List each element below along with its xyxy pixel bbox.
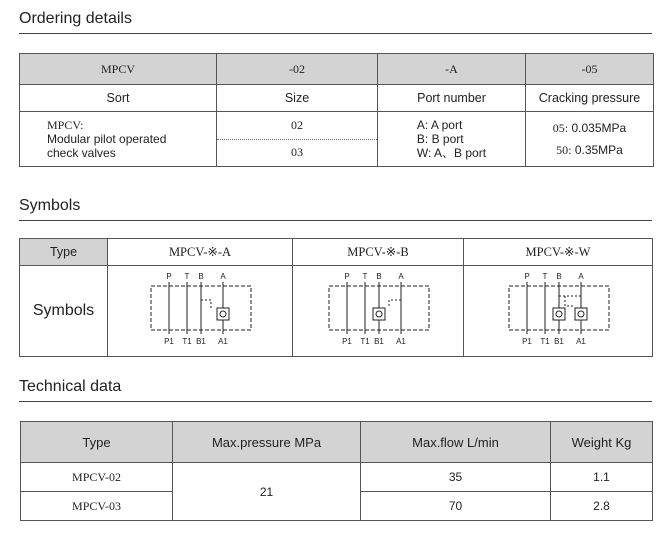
port-a: A: A port [416, 118, 463, 132]
symbols-table [19, 238, 653, 357]
symbols-row-label: Symbols [20, 266, 108, 357]
cracking-50-value: 0.35MPa [574, 143, 623, 157]
symbol-cell-b [293, 266, 464, 357]
size-02: 02 [291, 117, 303, 132]
cracking-05-value: 0.035MPa [571, 121, 627, 135]
port-label-a: A [578, 271, 584, 281]
port-label-b1: B1 [554, 336, 564, 346]
tech-header-type: Type [21, 422, 173, 463]
port-w: W: A、B port [416, 146, 487, 160]
port-label-t: T [184, 271, 190, 281]
section-rule-ordering [19, 33, 652, 34]
tech-flow-03: 70 [361, 492, 551, 521]
port-label-p1: P1 [342, 336, 352, 346]
port-label-p: P [166, 271, 172, 281]
ordering-table [19, 53, 654, 167]
header-sort: Sort [20, 85, 217, 112]
sort-line-code: MPCV: [47, 118, 84, 132]
code-port: -A [378, 54, 526, 85]
cracking-cell [526, 112, 654, 167]
code-size: -02 [217, 54, 378, 85]
sort-line-desc2: check valves [47, 146, 116, 160]
port-label-a: A [220, 271, 226, 281]
sort-description [20, 112, 217, 167]
code-mpcv: MPCV [20, 54, 217, 85]
header-cracking-pressure: Cracking pressure [526, 85, 654, 112]
section-rule-technical [19, 401, 652, 402]
port-label-p: P [524, 271, 530, 281]
port-label-t: T [542, 271, 548, 281]
sort-line-desc1: Modular pilot operated [47, 132, 167, 146]
cracking-05 [526, 117, 653, 139]
cracking-05-code: 05: [552, 121, 569, 135]
header-port-number: Port number [378, 85, 526, 112]
valve-symbol-a [145, 270, 255, 348]
header-size: Size [217, 85, 378, 112]
port-label-b: B [198, 271, 204, 281]
tech-weight-03: 2.8 [551, 492, 653, 521]
port-label-b1: B1 [196, 336, 206, 346]
ports-cell [378, 112, 526, 167]
code-cracking: -05 [526, 54, 654, 85]
symbols-type-header: Type [20, 239, 108, 266]
port-label-p1: P1 [522, 336, 532, 346]
symbol-cell-a [108, 266, 293, 357]
size-cell [217, 112, 378, 167]
section-title-symbols: Symbols [19, 197, 81, 214]
section-rule-symbols [19, 220, 652, 221]
port-label-t1: T1 [540, 336, 550, 346]
section-title-ordering: Ordering details [19, 10, 132, 27]
tech-type-03: MPCV-03 [21, 492, 173, 521]
port-label-a1: A1 [218, 336, 228, 346]
technical-table [20, 421, 653, 521]
port-b: B: B port [416, 132, 464, 146]
port-label-p1: P1 [164, 336, 174, 346]
port-label-t: T [362, 271, 368, 281]
tech-pressure: 21 [173, 463, 361, 521]
valve-symbol-w [503, 270, 613, 348]
port-label-b: B [556, 271, 562, 281]
port-label-t1: T1 [182, 336, 192, 346]
port-label-b1: B1 [374, 336, 384, 346]
port-label-b: B [376, 271, 382, 281]
tech-flow-02: 35 [361, 463, 551, 492]
size-03: 03 [217, 139, 377, 167]
tech-header-pressure: Max.pressure MPa [173, 422, 361, 463]
tech-weight-02: 1.1 [551, 463, 653, 492]
section-title-technical: Technical data [19, 378, 122, 395]
model-b-header: MPCV-※-B [293, 239, 464, 266]
cracking-50 [526, 139, 653, 161]
model-a-header: MPCV-※-A [108, 239, 293, 266]
port-label-t1: T1 [360, 336, 370, 346]
tech-header-weight: Weight Kg [551, 422, 653, 463]
symbol-cell-w [464, 266, 653, 357]
port-label-a1: A1 [576, 336, 586, 346]
tech-header-flow: Max.flow L/min [361, 422, 551, 463]
port-label-a: A [398, 271, 404, 281]
valve-symbol-b [323, 270, 433, 348]
port-label-p: P [344, 271, 350, 281]
cracking-50-code: 50: [556, 143, 572, 157]
port-label-a1: A1 [396, 336, 406, 346]
tech-type-02: MPCV-02 [21, 463, 173, 492]
model-w-header: MPCV-※-W [464, 239, 653, 266]
